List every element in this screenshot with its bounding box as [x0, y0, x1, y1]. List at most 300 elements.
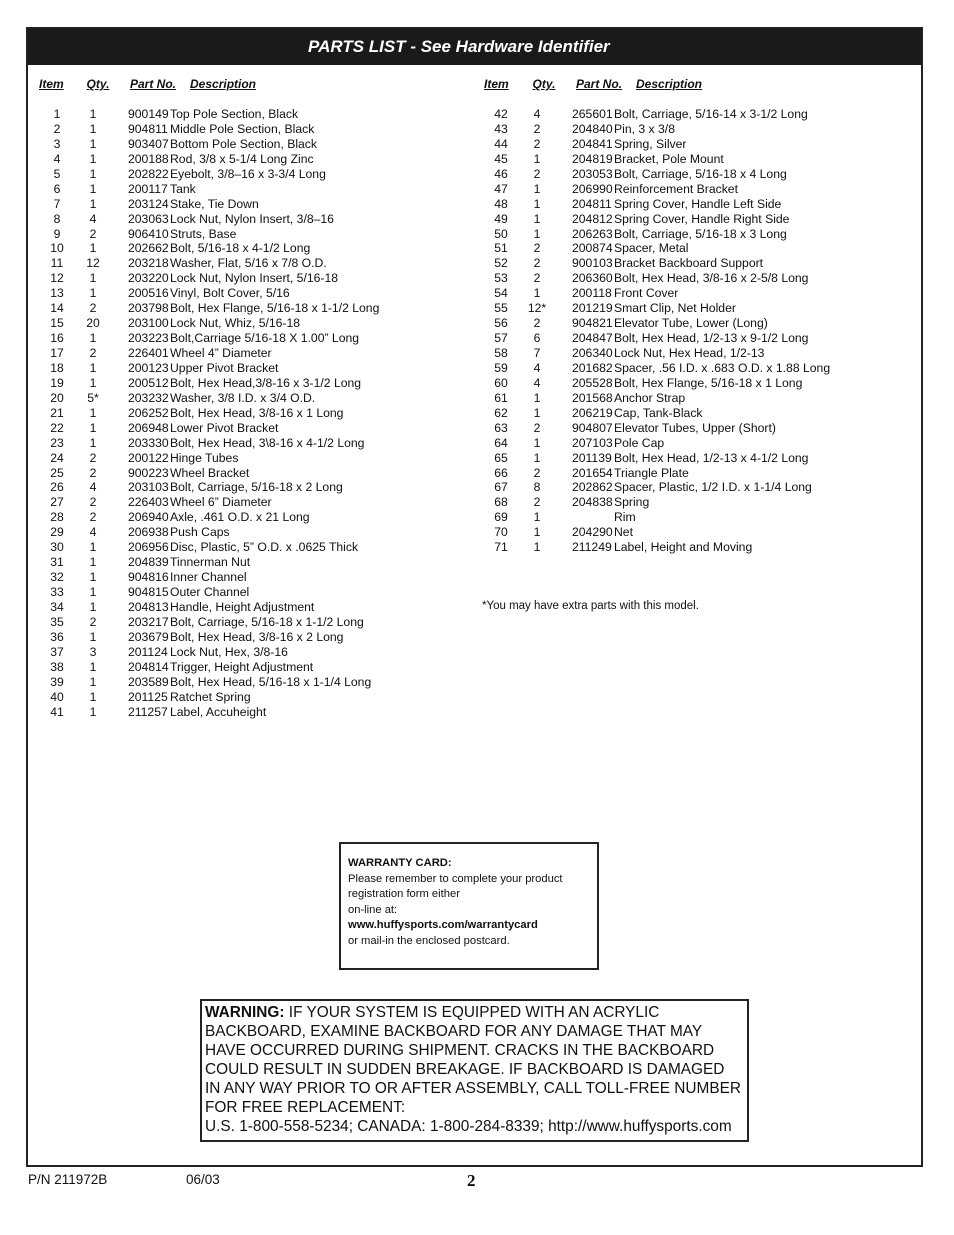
item-number: 9: [53, 226, 61, 241]
part-number: 226403: [128, 495, 169, 510]
part-number: 904821: [572, 316, 613, 331]
quantity: 2: [89, 301, 97, 316]
item-number: 48: [494, 196, 508, 211]
description: Pole Cap: [614, 435, 665, 450]
item-number: 26: [50, 480, 64, 495]
description: Bolt, Hex Head,3/8-16 x 3-1/2 Long: [170, 375, 362, 390]
parts-rows-left: [36, 107, 379, 719]
warning-box: [200, 999, 749, 1142]
header-description: Description: [636, 77, 703, 91]
item-number: 22: [50, 420, 64, 435]
table-row: [36, 495, 379, 510]
item-number: 60: [494, 375, 508, 390]
part-number: 203124: [128, 196, 169, 211]
quantity: 2: [89, 510, 97, 525]
table-row: [480, 182, 830, 197]
item-number: 43: [494, 121, 508, 136]
table-row: [480, 301, 830, 316]
table-row: [480, 122, 830, 137]
warning-contacts: U.S. 1-800-558-5234; CANADA: 1-800-284-8339; http://www.huffysports.com: [205, 1118, 732, 1135]
description: Label, Height and Moving: [614, 540, 753, 555]
table-row: [480, 316, 830, 331]
part-number: 201125: [128, 689, 168, 704]
description: Struts, Base: [170, 226, 237, 241]
item-number: 49: [494, 211, 508, 226]
item-number: 27: [50, 495, 64, 510]
part-number: 203798: [128, 301, 169, 316]
quantity: 1: [89, 136, 97, 151]
item-number: 65: [494, 450, 508, 465]
header-qty: Qty.: [86, 77, 110, 91]
quantity: 1: [89, 585, 97, 599]
quantity: 1: [89, 540, 97, 555]
description: Outer Channel: [170, 585, 250, 599]
part-number: 204838: [572, 495, 613, 510]
quantity: 2: [89, 450, 97, 465]
part-number: 201219: [572, 301, 613, 316]
item-number: 71: [494, 540, 508, 555]
description: Lock Nut, Nylon Insert, 3/8–16: [170, 211, 334, 226]
part-number: 906410: [128, 226, 169, 241]
description: Bolt, Hex Head, 1/2-13 x 4-1/2 Long: [614, 450, 809, 465]
header-item: Item: [39, 77, 64, 91]
item-number: 68: [494, 495, 508, 510]
description: Top Pole Section, Black: [170, 107, 299, 121]
item-number: 42: [494, 107, 508, 121]
quantity: 1: [533, 211, 541, 226]
table-row: [480, 525, 830, 540]
part-number: 211249: [572, 540, 612, 555]
part-number: 202862: [572, 480, 613, 495]
part-number: 204290: [572, 525, 613, 540]
quantity: 2: [533, 316, 541, 331]
quantity: 2: [533, 420, 541, 435]
item-number: 63: [494, 420, 508, 435]
quantity: 4: [533, 107, 541, 121]
page-title: PARTS LIST - See Hardware Identifier: [28, 29, 921, 65]
table-row: [36, 540, 379, 555]
quantity: 2: [89, 346, 97, 360]
quantity: 1: [89, 286, 97, 301]
quantity: 12: [86, 256, 100, 271]
item-number: 14: [50, 301, 64, 316]
description: Axle, .461 O.D. x 21 Long: [170, 510, 310, 525]
item-number: 29: [50, 525, 64, 540]
part-number: 265601: [572, 107, 613, 121]
description: Anchor Strap: [614, 390, 686, 405]
item-number: 50: [494, 226, 508, 241]
table-row: [36, 182, 379, 197]
table-row: [36, 107, 379, 122]
part-number: 204811: [572, 196, 612, 211]
quantity: 1: [89, 331, 97, 346]
quantity: 4: [89, 211, 97, 226]
item-number: 46: [494, 166, 508, 181]
table-row: [36, 660, 379, 675]
table-row: [480, 256, 830, 271]
part-number: 203589: [128, 674, 169, 689]
item-number: 30: [50, 540, 64, 555]
item-number: 25: [50, 465, 64, 480]
part-number: 204813: [128, 599, 169, 614]
item-number: 34: [50, 599, 64, 614]
table-row: [36, 421, 379, 436]
quantity: 1: [533, 390, 541, 405]
table-row: [36, 241, 379, 256]
part-number: 207103: [572, 435, 613, 450]
item-number: 7: [53, 196, 61, 211]
table-row: [480, 540, 830, 555]
table-header: [480, 77, 830, 95]
table-row: [480, 152, 830, 167]
item-number: 12: [50, 271, 64, 286]
quantity: 1: [89, 151, 97, 166]
warranty-card-box: [339, 842, 599, 970]
item-number: 33: [50, 585, 64, 599]
description: Bolt, Hex Head, 1/2-13 x 9-1/2 Long: [614, 331, 809, 346]
part-number: 203330: [128, 435, 169, 450]
quantity: 1: [533, 510, 541, 525]
table-row: [36, 167, 379, 182]
part-number: 226401: [128, 346, 169, 360]
warning-label: WARNING:: [205, 1004, 285, 1021]
table-row: [36, 480, 379, 495]
table-row: [480, 286, 830, 301]
quantity: 1: [89, 121, 97, 136]
table-row: [480, 406, 830, 421]
table-row: [36, 510, 379, 525]
table-row: [36, 585, 379, 600]
quantity: 1: [89, 435, 97, 450]
description: Reinforcement Bracket: [614, 181, 738, 196]
item-number: 70: [494, 525, 508, 540]
description: Bolt, Carriage, 5/16-18 x 3 Long: [614, 226, 787, 241]
item-number: 35: [50, 614, 64, 629]
description: Bolt, Carriage, 5/16-18 x 2 Long: [170, 480, 343, 495]
item-number: 19: [50, 375, 64, 390]
table-row: [480, 227, 830, 242]
quantity: 1: [89, 196, 97, 211]
table-row: [36, 361, 379, 376]
description: Lower Pivot Bracket: [170, 420, 279, 435]
table-row: [36, 197, 379, 212]
part-number: 200188: [128, 151, 169, 166]
warranty-heading: WARRANTY CARD:: [348, 857, 452, 869]
table-row: [480, 137, 830, 152]
description: Disc, Plastic, 5” O.D. x .0625 Thick: [170, 540, 359, 555]
table-row: [36, 256, 379, 271]
part-number: 203063: [128, 211, 169, 226]
item-number: 67: [494, 480, 508, 495]
table-row: [36, 600, 379, 615]
part-number: 203100: [128, 316, 169, 331]
table-row: [480, 510, 830, 525]
item-number: 21: [50, 405, 64, 420]
table-row: [480, 331, 830, 346]
item-number: 53: [494, 271, 508, 286]
quantity: 2: [533, 465, 541, 480]
quantity: 1: [89, 704, 97, 719]
description: Washer, Flat, 5/16 x 7/8 O.D.: [170, 256, 327, 271]
item-number: 23: [50, 435, 64, 450]
part-number: 203232: [128, 390, 169, 405]
item-number: 69: [494, 510, 508, 525]
item-number: 3: [53, 136, 61, 151]
table-row: [36, 227, 379, 242]
item-number: 62: [494, 405, 508, 420]
part-number: 206940: [128, 510, 169, 525]
part-number: 206360: [572, 271, 613, 286]
description: Push Caps: [170, 525, 230, 540]
table-row: [480, 361, 830, 376]
description: Wheel 6” Diameter: [170, 495, 272, 510]
part-number: 904815: [128, 585, 169, 599]
header-part-no: Part No.: [130, 77, 177, 91]
description: Lock Nut, Whiz, 5/16-18: [170, 316, 301, 331]
description: Vinyl, Bolt Cover, 5/16: [170, 286, 290, 301]
part-number: 203053: [572, 166, 613, 181]
quantity: 1: [533, 286, 541, 301]
item-number: 4: [53, 151, 61, 166]
warning-text: IF YOUR SYSTEM IS EQUIPPED WITH AN ACRYLIC BACKBOARD, EXAMINE BACKBOARD FOR ANY DAMAGE THAT MAY HAVE OCCURRED DURING SHIPMENT. CRACKS IN THE BACKBOARD COULD RESULT IN SUDDEN BREAKAGE. IF BACKBOARD IS DAMAGED IN ANY WAY PRIOR TO OR AFTER ASSEMBLY, CALL TOLL-FREE NUMBER FOR FREE REPLACEMENT:: [205, 1004, 741, 1116]
part-number: 200117: [128, 181, 168, 196]
table-row: [36, 331, 379, 346]
quantity: 4: [89, 480, 97, 495]
part-number: 200118: [572, 286, 612, 301]
part-number: 203679: [128, 629, 169, 644]
item-number: 18: [50, 360, 64, 375]
parts-list-frame: [26, 27, 923, 1167]
description: Bracket Backboard Support: [614, 256, 764, 271]
description: Bracket, Pole Mount: [614, 151, 724, 166]
table-row: [36, 376, 379, 391]
description: Bolt, Carriage, 5/16-18 x 4 Long: [614, 166, 787, 181]
quantity: 6: [533, 331, 541, 346]
part-number: 201139: [572, 450, 612, 465]
part-number: 204814: [128, 659, 169, 674]
table-row: [36, 316, 379, 331]
part-number: 204812: [572, 211, 613, 226]
table-row: [480, 480, 830, 495]
item-number: 2: [53, 121, 61, 136]
description: Wheel Bracket: [170, 465, 250, 480]
table-row: [36, 466, 379, 481]
table-row: [480, 495, 830, 510]
parts-table-left: [36, 77, 379, 719]
item-number: 41: [50, 704, 64, 719]
part-number: 206219: [572, 405, 613, 420]
quantity: 1: [533, 435, 541, 450]
part-number: 200874: [572, 241, 613, 256]
table-row: [36, 286, 379, 301]
quantity: 1: [89, 375, 97, 390]
quantity: 8: [533, 480, 541, 495]
quantity: 3: [89, 644, 97, 659]
warranty-line: registration form either: [348, 888, 460, 900]
warranty-url: www.huffysports.com/warrantycard: [348, 919, 538, 931]
quantity: 2: [89, 465, 97, 480]
header-qty: Qty.: [532, 77, 556, 91]
quantity: 1: [533, 181, 541, 196]
description: Upper Pivot Bracket: [170, 360, 279, 375]
part-number: 204841: [572, 136, 613, 151]
description: Bottom Pole Section, Black: [170, 136, 317, 151]
part-number: [552, 510, 612, 525]
part-number: 900223: [128, 465, 169, 480]
description: Trigger, Height Adjustment: [170, 659, 314, 674]
description: Triangle Plate: [614, 465, 689, 480]
item-number: 11: [50, 256, 64, 271]
quantity: 5*: [87, 390, 99, 405]
table-row: [480, 241, 830, 256]
quantity: 1: [533, 226, 541, 241]
item-number: 37: [50, 644, 64, 659]
warranty-line: on-line at:: [348, 903, 398, 916]
part-number: 202822: [128, 166, 169, 181]
description: Bolt,Carriage 5/16-18 X 1.00” Long: [170, 331, 360, 346]
description: Elevator Tubes, Upper (Short): [614, 420, 776, 435]
quantity: 1: [89, 166, 97, 181]
part-number: 904807: [572, 420, 613, 435]
part-number: 203223: [128, 331, 169, 346]
description: Smart Clip, Net Holder: [614, 301, 736, 316]
item-number: 66: [494, 465, 508, 480]
table-row: [480, 391, 830, 406]
table-row: [36, 271, 379, 286]
parts-table-right: [480, 77, 830, 555]
part-number: 201682: [572, 360, 613, 375]
description: Bolt, 5/16-18 x 4-1/2 Long: [170, 241, 311, 256]
description: Lock Nut, Hex Head, 1/2-13: [614, 346, 765, 360]
item-number: 38: [50, 659, 64, 674]
description: Bolt, Hex Head, 3/8-16 x 2-5/8 Long: [614, 271, 809, 286]
item-number: 54: [494, 286, 508, 301]
item-number: 32: [50, 570, 64, 585]
table-row: [36, 137, 379, 152]
item-number: 1: [53, 107, 61, 121]
description: Bolt, Carriage, 5/16-18 x 1-1/2 Long: [170, 614, 364, 629]
table-row: [36, 690, 379, 705]
description: Bolt, Hex Head, 3/8-16 x 1 Long: [170, 405, 344, 420]
part-number: 200122: [128, 450, 169, 465]
quantity: 1: [89, 181, 97, 196]
part-number: 203218: [128, 256, 169, 271]
item-number: 20: [50, 390, 64, 405]
description: Bolt, Hex Head, 3\8-16 x 4-1/2 Long: [170, 435, 365, 450]
table-row: [36, 451, 379, 466]
quantity: 1: [89, 555, 97, 570]
warranty-line: or mail-in the enclosed postcard.: [348, 934, 510, 947]
item-number: 5: [53, 166, 61, 181]
description: Pin, 3 x 3/8: [614, 121, 675, 136]
description: Lock Nut, Nylon Insert, 5/16-18: [170, 271, 339, 286]
description: Bolt, Carriage, 5/16-14 x 3-1/2 Long: [614, 107, 808, 121]
item-number: 17: [50, 346, 64, 360]
table-row: [36, 615, 379, 630]
quantity: 4: [533, 375, 541, 390]
item-number: 6: [53, 181, 61, 196]
part-number: 203220: [128, 271, 169, 286]
item-number: 36: [50, 629, 64, 644]
table-row: [480, 167, 830, 182]
part-number: 900149: [128, 107, 169, 121]
quantity: 1: [89, 689, 97, 704]
table-row: [480, 197, 830, 212]
parts-rows-right: [480, 107, 830, 555]
part-number: 200123: [128, 360, 169, 375]
footer-date: 06/03: [186, 1172, 220, 1187]
item-number: 39: [50, 674, 64, 689]
part-number: 204819: [572, 151, 613, 166]
table-row: [36, 570, 379, 585]
description: Spring Cover, Handle Right Side: [614, 211, 790, 226]
part-number: 200516: [128, 286, 169, 301]
table-row: [36, 555, 379, 570]
item-number: 64: [494, 435, 508, 450]
description: Tank: [170, 181, 196, 196]
part-number: 201124: [128, 644, 168, 659]
description: Tinnerman Nut: [170, 555, 251, 570]
item-number: 10: [50, 241, 64, 256]
description: Inner Channel: [170, 570, 247, 585]
description: Bolt, Hex Head, 5/16-18 x 1-1/4 Long: [170, 674, 372, 689]
description: Middle Pole Section, Black: [170, 121, 315, 136]
description: Spring, Silver: [614, 136, 687, 151]
part-number: 205528: [572, 375, 613, 390]
part-number: 201654: [572, 465, 613, 480]
item-number: 55: [494, 301, 508, 316]
quantity: 2: [533, 271, 541, 286]
table-row: [480, 376, 830, 391]
quantity: 4: [89, 525, 97, 540]
table-row: [36, 212, 379, 227]
item-number: 31: [50, 555, 64, 570]
quantity: 1: [533, 151, 541, 166]
description: Stake, Tie Down: [170, 196, 259, 211]
item-number: 40: [50, 689, 64, 704]
item-number: 13: [50, 286, 64, 301]
table-row: [480, 271, 830, 286]
quantity: 2: [89, 226, 97, 241]
description: Ratchet Spring: [170, 689, 251, 704]
description: Net: [614, 525, 633, 540]
table-row: [480, 212, 830, 227]
description: Handle, Height Adjustment: [170, 599, 315, 614]
extra-parts-note: *You may have extra parts with this model.: [482, 600, 699, 612]
quantity: 1: [89, 405, 97, 420]
part-number: 211257: [128, 704, 168, 719]
quantity: 1: [89, 241, 97, 256]
table-row: [480, 451, 830, 466]
table-row: [36, 346, 379, 361]
quantity: 1: [89, 629, 97, 644]
quantity: 12*: [527, 301, 547, 316]
table-row: [36, 645, 379, 660]
table-row: [36, 675, 379, 690]
description: Bolt, Hex Flange, 5/16-18 x 1 Long: [614, 375, 803, 390]
part-number: 904811: [128, 121, 168, 136]
description: Spring Cover, Handle Left Side: [614, 196, 782, 211]
table-row: [36, 122, 379, 137]
item-number: 15: [50, 316, 64, 331]
table-row: [36, 391, 379, 406]
header-description: Description: [190, 77, 257, 91]
description: Bolt, Hex Flange, 5/16-18 x 1-1/2 Long: [170, 301, 380, 316]
description: Spacer, .56 I.D. x .683 O.D. x 1.88 Long: [614, 360, 831, 375]
quantity: 7: [533, 346, 541, 360]
quantity: 1: [89, 420, 97, 435]
description: Spring: [614, 495, 650, 510]
